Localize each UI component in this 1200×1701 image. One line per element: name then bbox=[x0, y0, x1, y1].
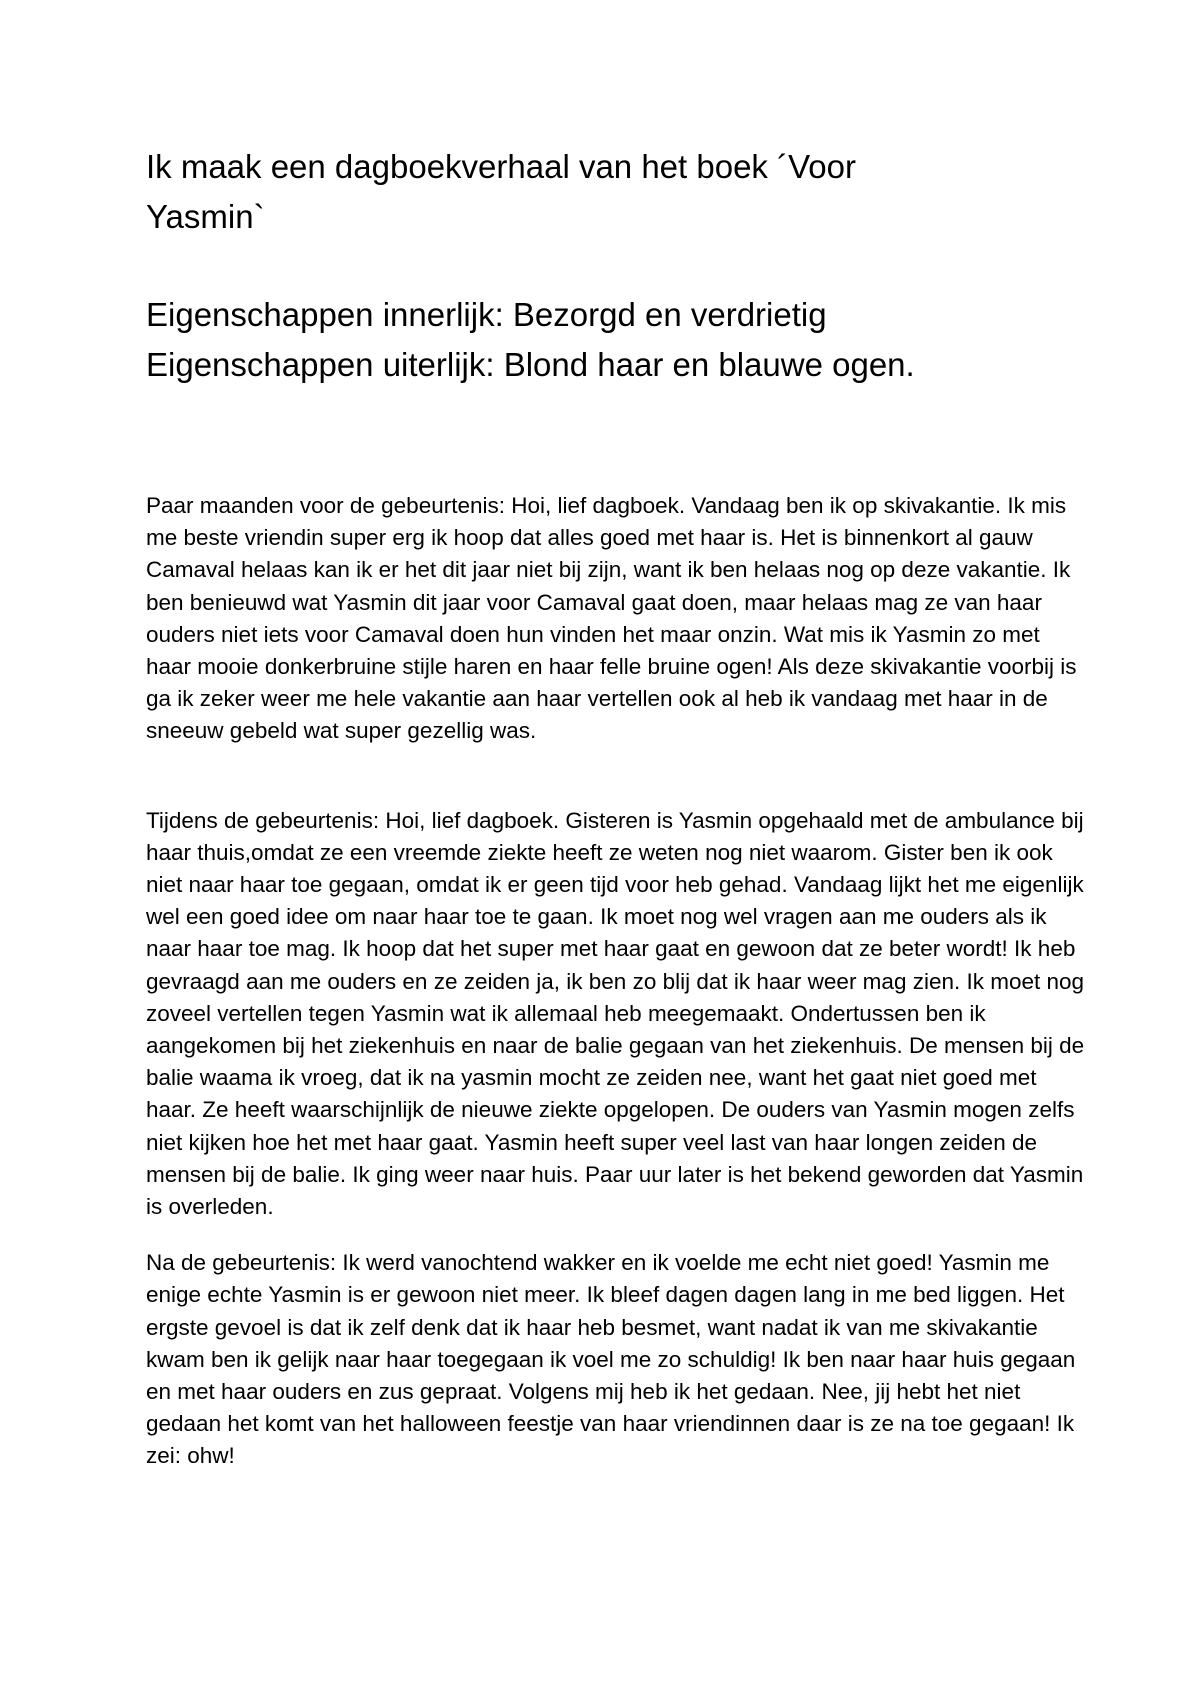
document-page bbox=[146, 142, 1086, 1473]
character-traits bbox=[146, 290, 1086, 390]
trait-inner: Eigenschappen innerlijk: Bezorgd en verdrietig bbox=[146, 296, 827, 333]
diary-entry-after: Na de gebeurtenis: Ik werd vanochtend wakker en ik voelde me echt niet goed! Yasmin me enige echte Yasmin is er gewoon niet meer. Ik bleef dagen dagen lang in me bed liggen. Het ergste gevoel is dat ik zelf denk dat ik haar heb besmet, want nadat ik van me skivakantie kwam ben ik gelijk naar haar toegegaan ik voel me zo schuldig! Ik ben naar haar huis gegaan en met haar ouders en zus gepraat. Volgens mij heb ik het gedaan. Nee, jij hebt het niet gedaan het komt van het halloween feestje van haar vriendinnen daar is ze na toe gegaan! Ik zei: ohw! bbox=[146, 1250, 1076, 1469]
diary-entry-before: Paar maanden voor de gebeurtenis: Hoi, lief dagboek. Vandaag ben ik op skivakantie. Ik mis me beste vriendin super erg ik hoop dat alles goed met haar is. Het is binnenkort al gauw Camaval helaas kan ik er het dit jaar niet bij zijn, want ik ben helaas nog op deze vakantie. Ik ben benieuwd wat Yasmin dit jaar voor Camaval gaat doen, maar helaas mag ze van haar ouders niet iets voor Camaval doen hun vinden het maar onzin. Wat mis ik Yasmin zo met haar mooie donkerbruine stijle haren en haar felle bruine ogen! Als deze skivakantie voorbij is ga ik zeker weer me hele vakantie aan haar vertellen ook al heb ik vandaag met haar in de sneeuw gebeld wat super gezellig was. bbox=[146, 493, 1077, 744]
document-title: Ik maak een dagboekverhaal van het boek ´Voor Yasmin` bbox=[146, 148, 856, 235]
diary-entry-during: Tijdens de gebeurtenis: Hoi, lief dagboek. Gisteren is Yasmin opgehaald met de ambulance bij haar thuis,omdat ze een vreemde ziekte heeft ze weten nog niet waarom. Gister ben ik ook niet naar haar toe gegaan, omdat ik er geen tijd voor heb gehad. Vandaag lijkt het me eigenlijk wel een goed idee om naar haar toe te gaan. Ik moet nog wel vragen aan me ouders als ik naar haar toe mag. Ik hoop dat het super met haar gaat en gewoon dat ze beter wordt! Ik heb gevraagd aan me ouders en ze zeiden ja, ik ben zo blij dat ik haar weer mag zien. Ik moet nog zoveel vertellen tegen Yasmin wat ik allemaal heb meegemaakt. Ondertussen ben ik aangekomen bij het ziekenhuis en naar de balie gegaan van het ziekenhuis. De mensen bij de balie waama ik vroeg, dat ik na yasmin mocht ze zeiden nee, want het gaat niet goed met haar. Ze heeft waarschijnlijk de nieuwe ziekte opgelopen. De ouders van Yasmin mogen zelfs niet kijken hoe het met haar gaat. Yasmin heeft super veel last van haar longen zeiden de mensen bij de balie. Ik ging weer naar huis. Paar uur later is het bekend geworden dat Yasmin is overleden. bbox=[146, 807, 1085, 1220]
trait-outer: Eigenschappen uiterlijk: Blond haar en blauwe ogen. bbox=[146, 346, 915, 383]
